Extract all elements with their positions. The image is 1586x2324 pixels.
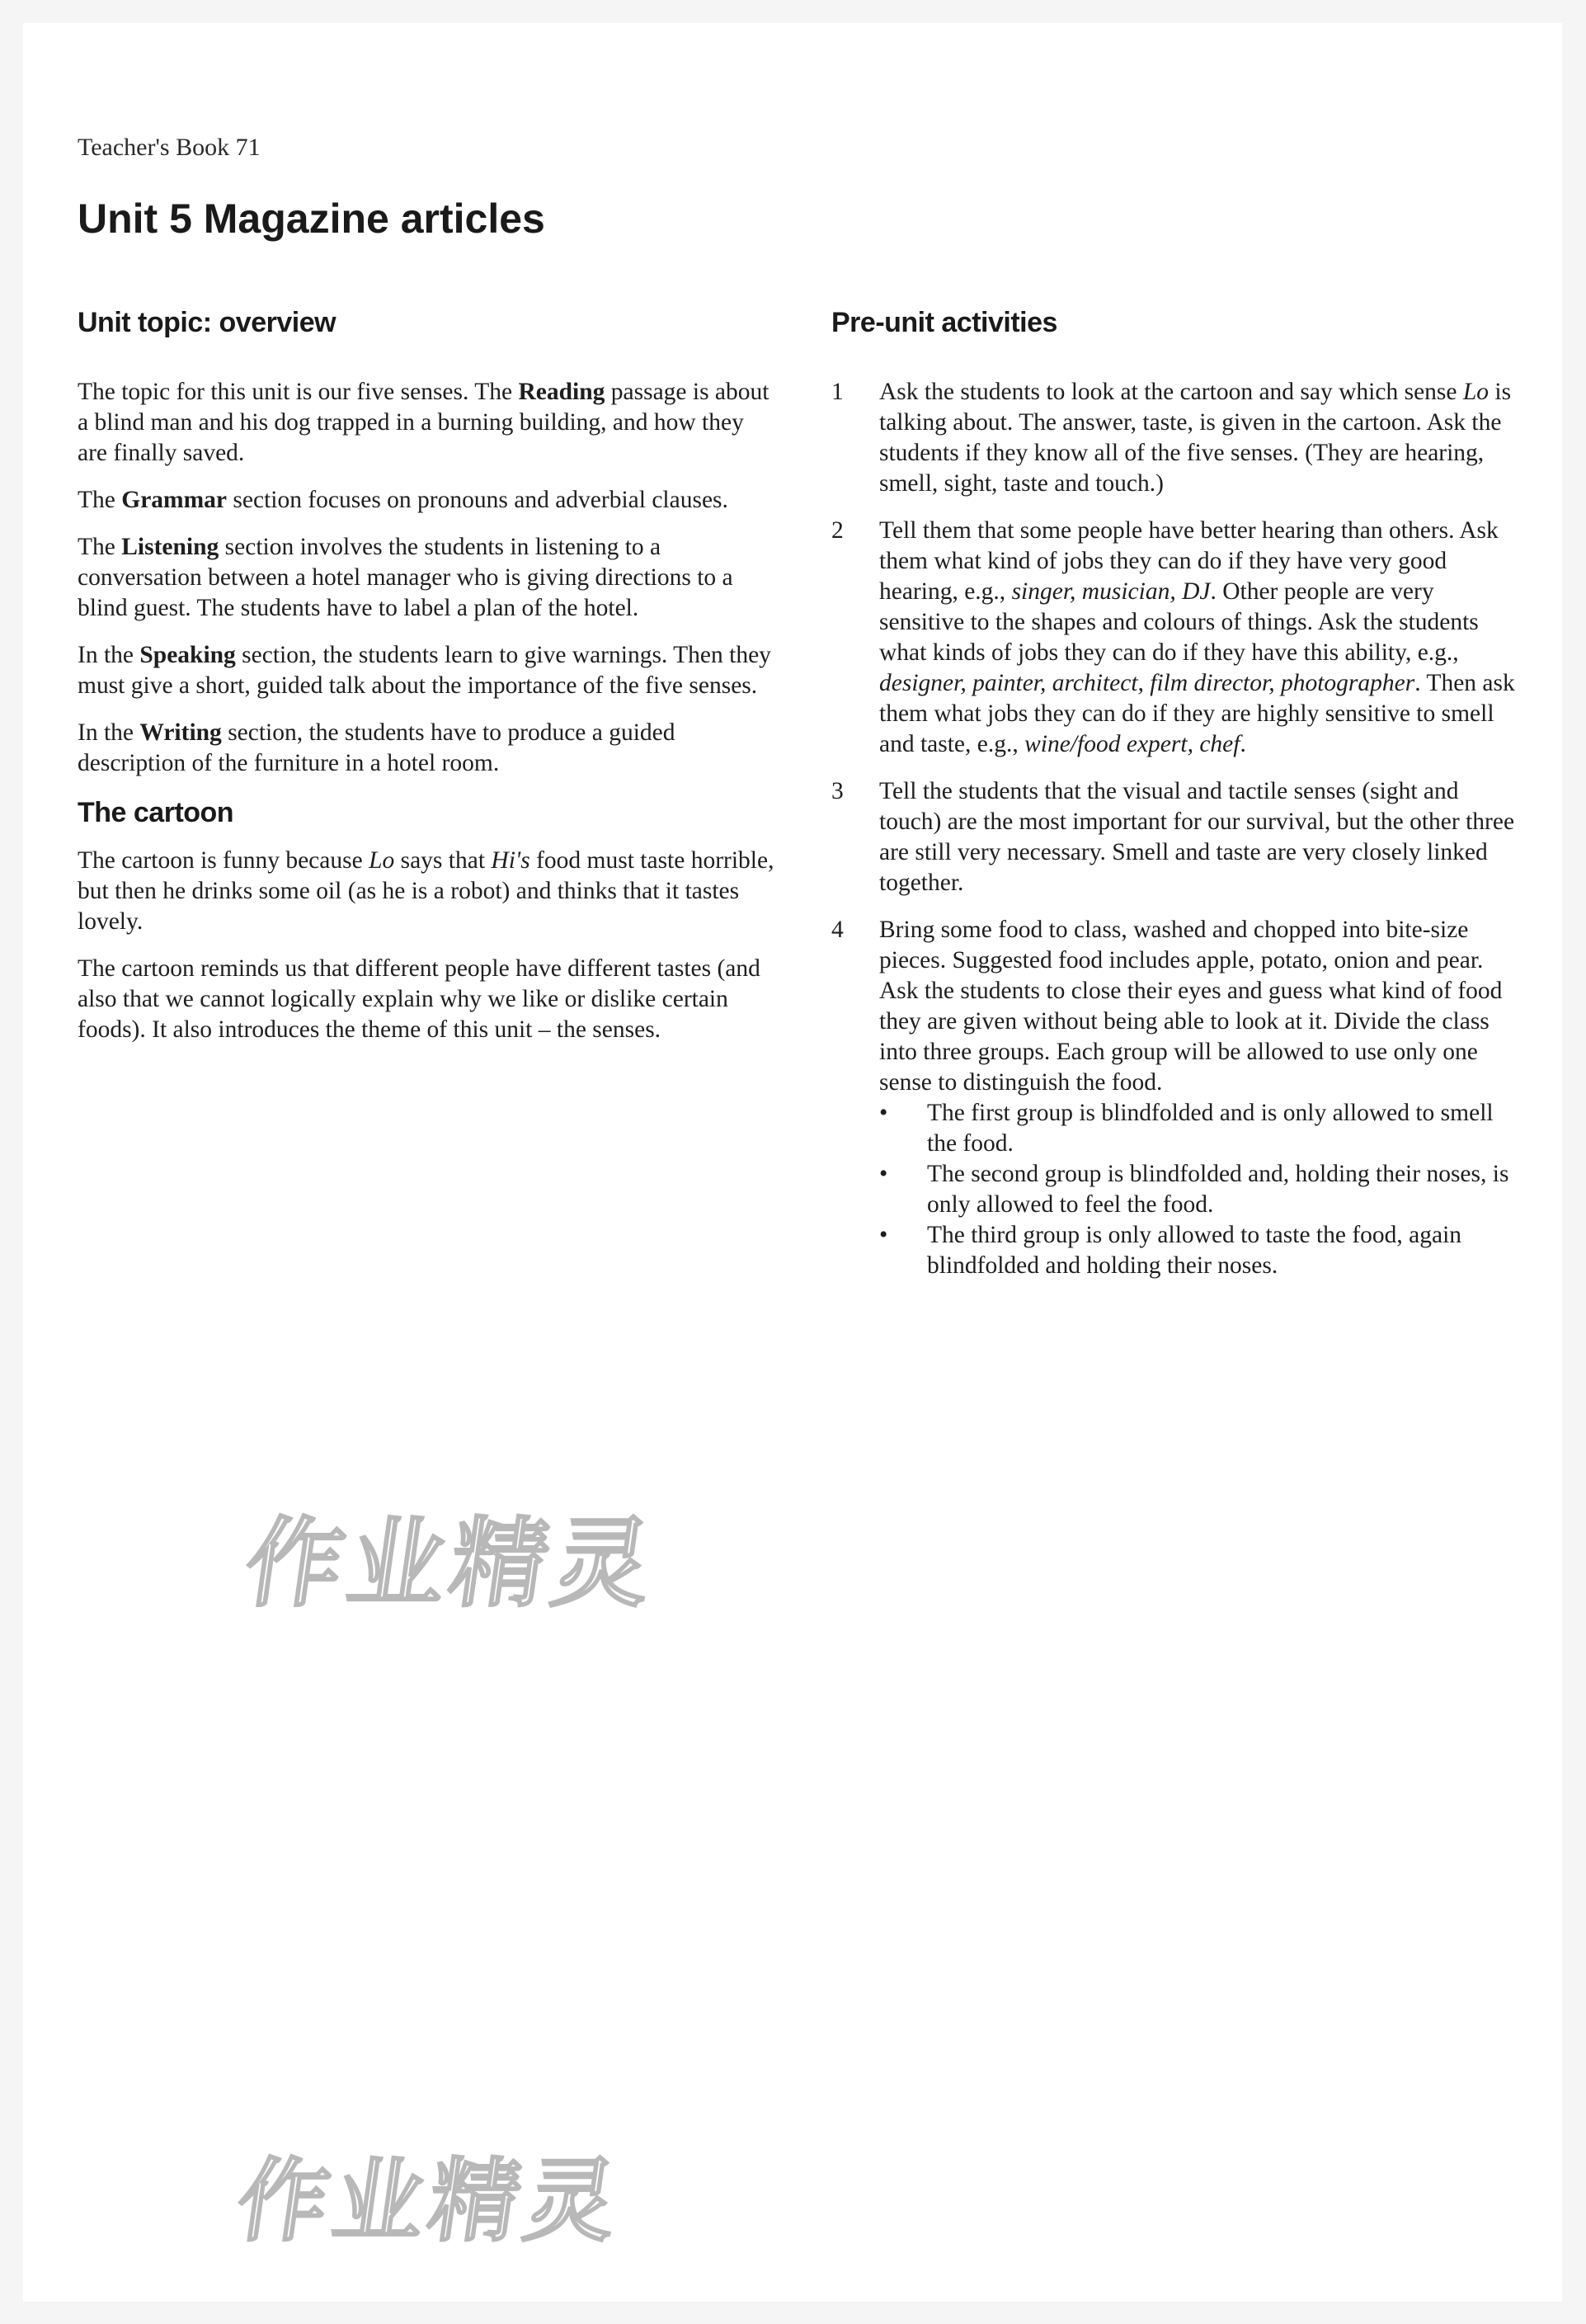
overview-paragraph-reading: The topic for this unit is our five senses. The Reading passage is about a blind man and his dog trapped in a burning building, and how they are finally saved. xyxy=(78,379,769,466)
overview-paragraph-listening: The Listening section involves the students in listening to a conversation between a hotel manager who is giving directions to a blind guest. The students have to label a plan of the hotel. xyxy=(78,534,733,621)
watermark-text: 作业精灵 xyxy=(238,1506,664,1620)
watermark-text: 作业精灵 xyxy=(230,2148,628,2254)
activity-item-4 xyxy=(831,915,1524,1281)
cartoon-heading: The cartoon xyxy=(78,797,234,828)
bullet-icon: • xyxy=(879,1222,888,1248)
group-bullet-list xyxy=(879,1098,1524,1281)
bullet-item: • The second group is blindfolded and, holding their noses, is only allowed to feel the food. xyxy=(879,1161,1509,1218)
activity-item-2 xyxy=(831,516,1524,760)
activity-number: 1 xyxy=(831,379,844,405)
bullet-item: • The first group is blindfolded and is only allowed to smell the food. xyxy=(879,1100,1494,1157)
cartoon-paragraph-1: The cartoon is funny because Lo says that Hi's food must taste horrible, but then he drinks some oil (as he is a robot) and thinks that it tastes lovely. xyxy=(78,847,774,935)
activity-item-3 xyxy=(831,776,1524,898)
bullet-icon: • xyxy=(879,1161,888,1187)
activity-number: 2 xyxy=(831,517,844,544)
activity-text: Tell the students that the visual and tactile senses (sight and touch) are the most important for our survival, but the other three are still very necessary. Smell and taste are very closely linked together. xyxy=(879,778,1515,896)
overview-heading: Unit topic: overview xyxy=(78,307,336,338)
cartoon-paragraph-2: The cartoon reminds us that different people have different tastes (and also that we cannot logically explain why we like or dislike certain foods). It also introduces the theme of this unit – the senses. xyxy=(78,955,760,1043)
activity-text: Bring some food to class, washed and chopped into bite-size pieces. Suggested food includes apple, potato, onion and pear. Ask the students to close their eyes and guess what kind of food they are given without being able to look at it. Divide the class into three groups. Each group will be allowed to use only one sense to distinguish the food. xyxy=(879,917,1503,1096)
activity-number: 3 xyxy=(831,778,844,804)
running-head: Teacher's Book 71 xyxy=(78,134,261,161)
overview-paragraph-writing: In the Writing section, the students have to produce a guided description of the furniture in a hotel room. xyxy=(78,719,675,776)
activity-item-1 xyxy=(831,377,1524,499)
activity-text: Tell them that some people have better hearing than others. Ask them what kind of jobs they can do if they have very good hearing, e.g., singer, musician, DJ. Other people are very sensitive to the shapes and colours of things. Ask the students what kinds of jobs they can do if they have this ability, e.g., designer, painter, architect, film director, photographer. Then ask them what jobs they can do if they are highly sensitive to smell and taste, e.g., wine/food expert, chef. xyxy=(879,517,1515,757)
overview-paragraph-speaking: In the Speaking section, the students learn to give warnings. Then they must give a short, guided talk about the importance of the five senses. xyxy=(78,642,771,699)
unit-title: Unit 5 Magazine articles xyxy=(78,196,545,242)
left-column xyxy=(78,307,779,1062)
activity-number: 4 xyxy=(831,917,844,943)
activity-text: Ask the students to look at the cartoon and say which sense Lo is talking about. The answer, taste, is given in the cartoon. Ask the students if they know all of the five senses. (They are hearing, smell, sight, taste and touch.) xyxy=(879,379,1512,497)
overview-paragraph-grammar: The Grammar section focuses on pronouns and adverbial clauses. xyxy=(78,487,728,513)
right-column xyxy=(831,307,1524,1298)
bullet-item: • The third group is only allowed to taste the food, again blindfolded and holding their noses. xyxy=(879,1222,1462,1279)
bullet-icon: • xyxy=(879,1100,888,1126)
pre-unit-heading: Pre-unit activities xyxy=(831,307,1057,338)
